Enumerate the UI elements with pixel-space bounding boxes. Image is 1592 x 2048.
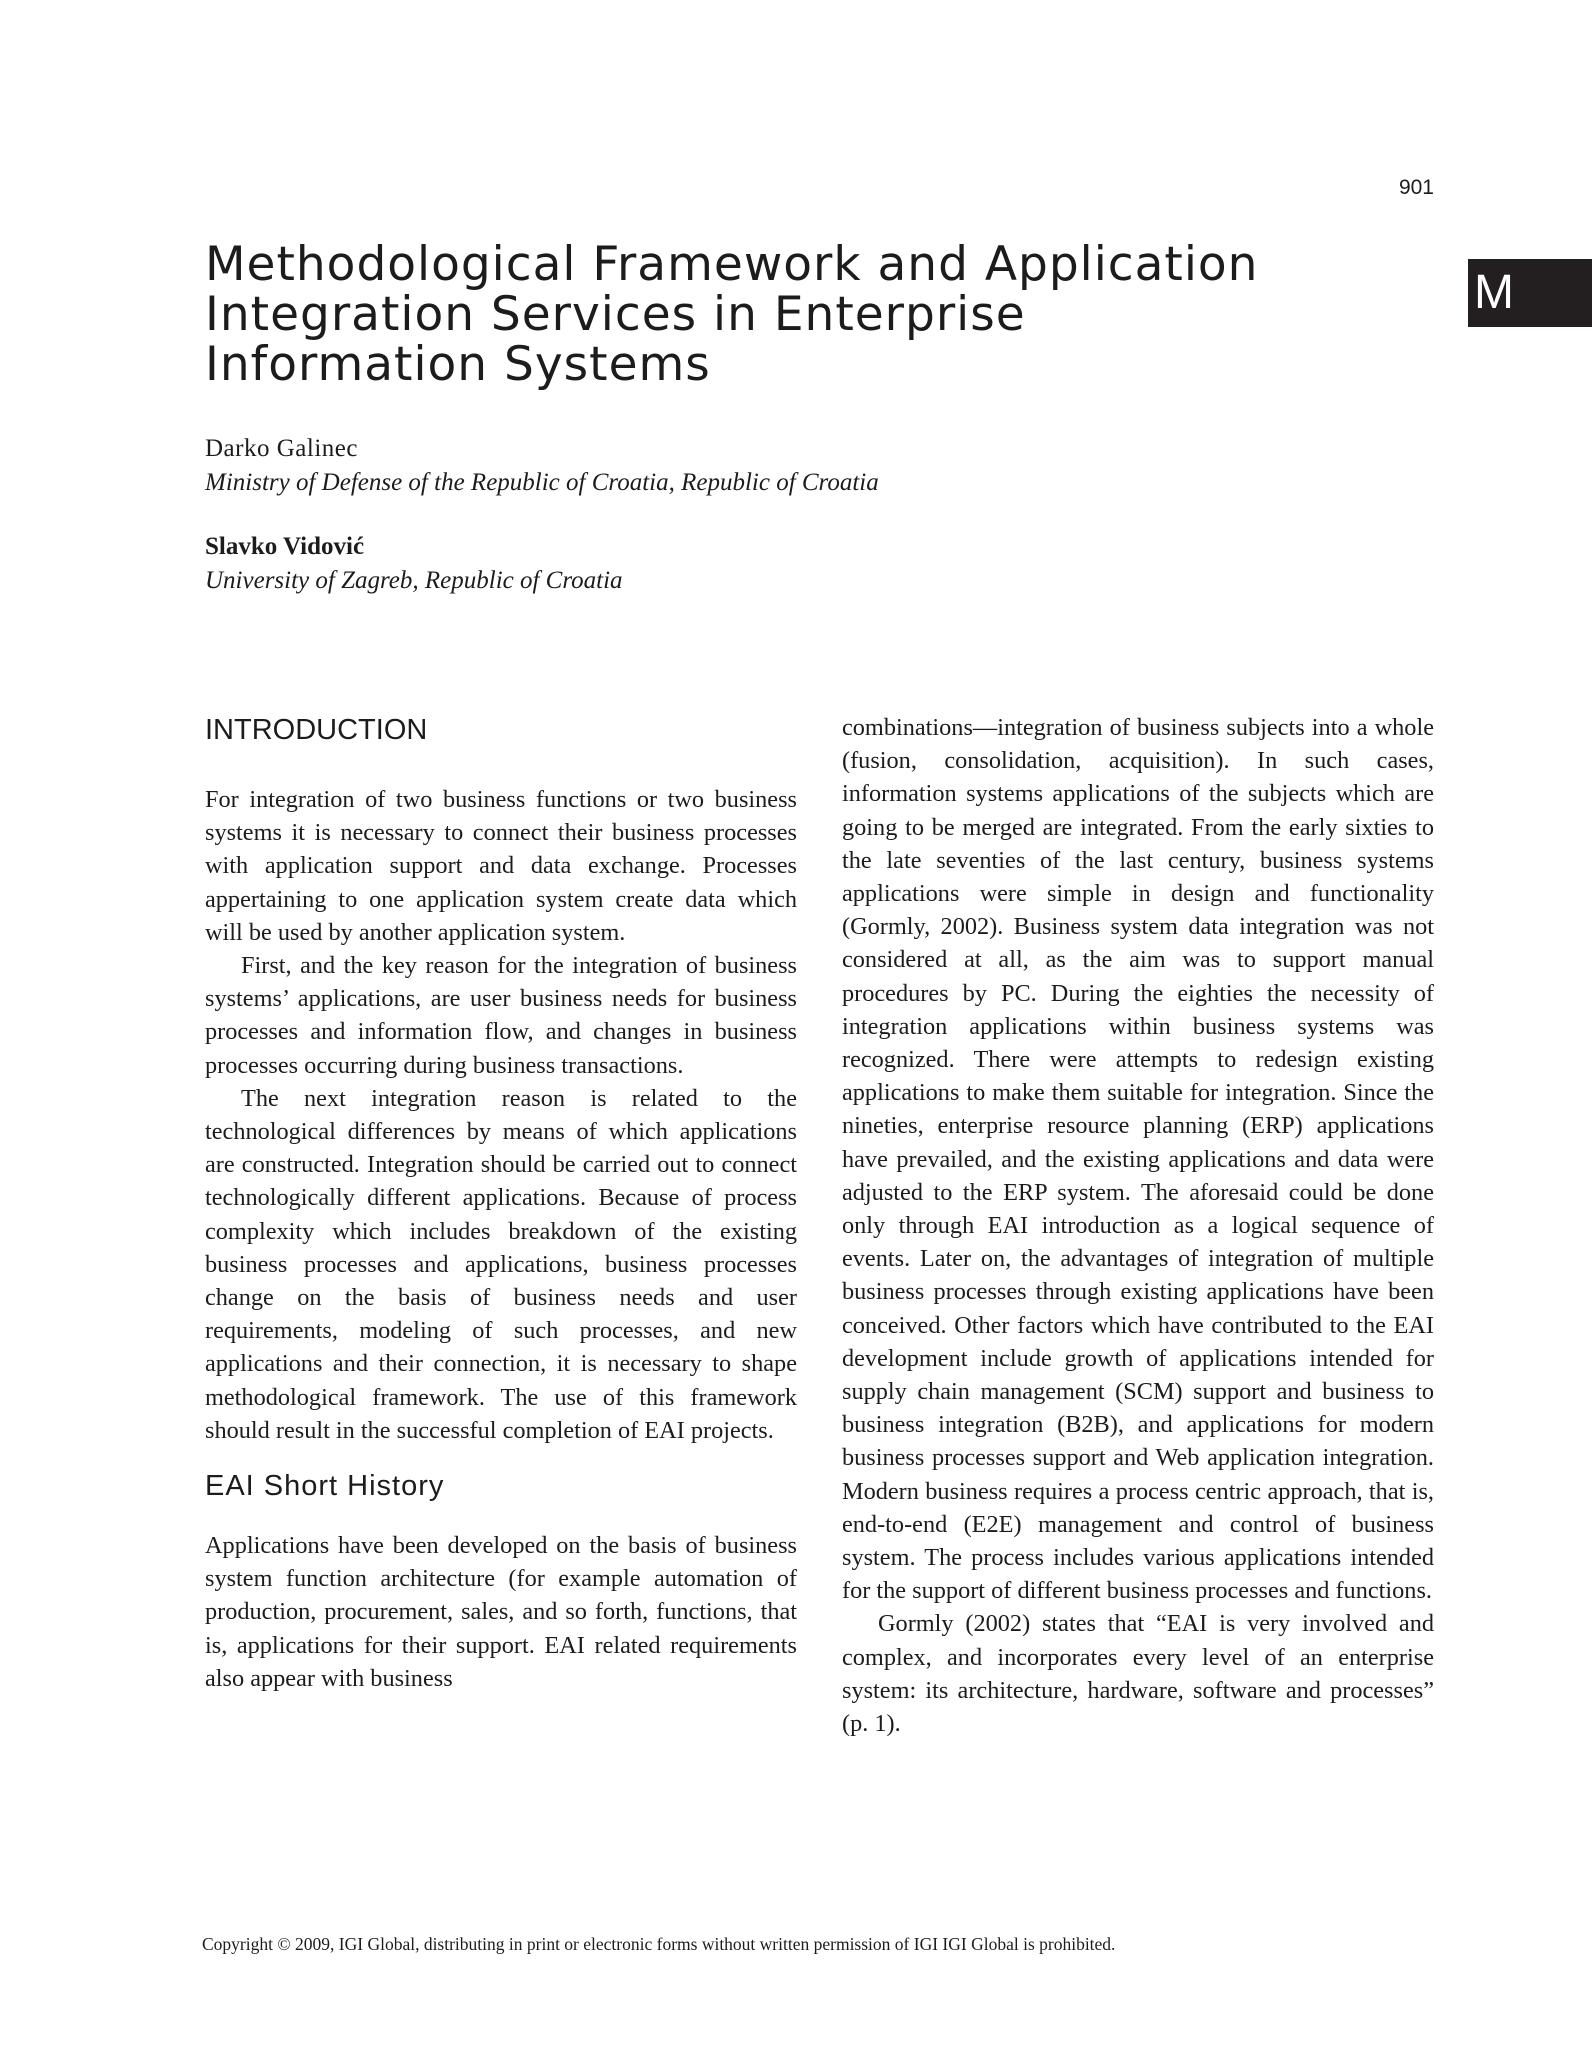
author-affiliation: University of Zagreb, Republic of Croatia — [205, 567, 623, 594]
eai-history-heading: EAI Short History — [205, 1470, 445, 1503]
section-letter-tab: M — [1468, 259, 1592, 327]
body-paragraph: First, and the key reason for the integration of business systems’ applications, are user business needs for business processes and information flow, and changes in business processes occurring during business transactions. — [205, 952, 797, 1079]
body-paragraph: For integration of two business functions or two business systems it is necessary to connect their business processes with application support and data exchange. Processes appertaining to one application system create data which will be used by another application system. — [205, 786, 797, 946]
body-paragraph: combinations—integration of business subjects into a whole (fusion, consolidation, acquisition). In such cases, information systems applications of the subjects which are going to be merged are integrated. From the early sixties to the late seventies of the last century, business systems applications were simple in design and functionality (Gormly, 2002). Business system data integration was not considered at all, as the aim was to support manual procedures by PC. During the eighties the necessity of integration applications within business systems was recognized. There were attempts to redesign existing applications to make them suitable for integration. Since the nineties, enterprise resource planning (ERP) applications have prevailed, and the existing applications and data were adjusted to the ERP system. The aforesaid could be done only through EAI introduction as a logical sequence of events. Later on, the advantages of integration of multiple business processes through existing applications have been conceived. Other factors which have contributed to the EAI development include growth of applications intended for supply chain management (SCM) support and business to business integration (B2B), and applications for modern business processes support and Web application integration. Modern business requires a process centric approach, that is, end-to-end (E2E) management and control of business system. The process includes various applications intended for the support of different business processes and functions. — [842, 714, 1434, 1605]
author-name: Slavko Vidović — [205, 533, 365, 560]
body-paragraph: Applications have been developed on the basis of business system function architecture (for example automation of production, procurement, sales, and so forth, functions, that is, applications for their support. EAI related requirements also appear with business — [205, 1532, 797, 1692]
title-line: Integration Services in Enterprise — [205, 287, 1026, 342]
body-paragraph: The next integration reason is related to the technological differences by means of which applications are constructed. Integration should be carried out to connect technologically different applications. Because of process complexity which includes breakdown of the existing business processes and applications, business processes change on the basis of business needs and user requirements, modeling of such processes, and new applications and their connection, it is necessary to shape methodological framework. The use of this framework should result in the successful completion of EAI projects. — [205, 1084, 797, 1444]
left-column — [205, 706, 797, 1695]
page-number: 901 — [1398, 176, 1434, 199]
author-block — [205, 432, 879, 500]
author-block — [205, 530, 623, 598]
right-column — [842, 711, 1434, 1740]
introduction-heading: INTRODUCTION — [205, 714, 428, 746]
title-line: Methodological Framework and Application — [205, 237, 1259, 292]
author-name: Darko Galinec — [205, 435, 358, 462]
author-affiliation: Ministry of Defense of the Republic of Croatia, Republic of Croatia — [205, 469, 879, 496]
copyright-notice: Copyright © 2009, IGI Global, distributing in print or electronic forms without written permission of IGI IGI Global is prohibited. — [202, 1934, 1116, 1954]
body-paragraph: Gormly (2002) states that “EAI is very involved and complex, and incorporates every level of an enterprise system: its architecture, hardware, software and processes” (p. 1). — [842, 1610, 1434, 1738]
title-line: Information Systems — [205, 337, 711, 392]
article-title — [205, 237, 1425, 392]
